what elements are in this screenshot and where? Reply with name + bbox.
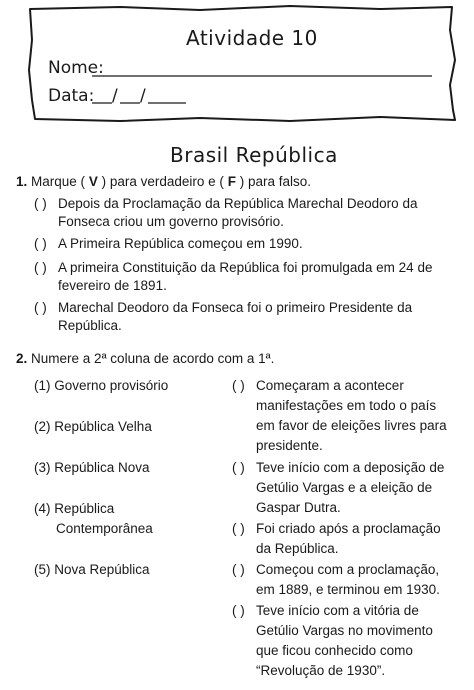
matching-option: (1) Governo provisório	[34, 378, 169, 393]
matching-description: Teve início com a deposição de	[256, 460, 445, 475]
question-1-number: 1.	[16, 174, 28, 189]
matching-option: Contemporânea	[56, 521, 153, 536]
date-label: Data:	[48, 86, 95, 106]
number-box[interactable]: ( )	[232, 378, 245, 393]
matching-option: (3) República Nova	[34, 460, 150, 475]
question-1-item-text: A Primeira República começou em 1990.	[58, 236, 303, 251]
question-2-text: Numere a 2ª coluna de acordo com a 1ª.	[31, 351, 275, 366]
question-1-text-before: Marque (	[31, 174, 86, 189]
matching-description: em 1889, e terminou em 1930.	[256, 582, 440, 597]
date-separator: /	[140, 86, 146, 106]
matching-description: que ficou conhecido como	[256, 643, 413, 658]
number-box[interactable]: ( )	[232, 562, 245, 577]
answer-box[interactable]: ( )	[34, 300, 47, 315]
question-1-text-after: ) para falso.	[239, 174, 311, 189]
matching-description: Começaram a acontecer	[256, 378, 404, 393]
matching-description: Getúlio Vargas no movimento	[256, 623, 433, 638]
matching-option: (4) República	[34, 501, 115, 516]
question-2-number: 2.	[16, 351, 28, 366]
matching-description: Foi criado após a proclamação	[256, 521, 441, 536]
question-1-item-text: fevereiro de 1891.	[58, 278, 167, 293]
matching-description: Getúlio Vargas e a eleição de	[256, 480, 433, 495]
true-mark: V	[88, 174, 98, 189]
page-subtitle: Brasil República	[170, 143, 338, 167]
number-box[interactable]: ( )	[232, 460, 245, 475]
answer-box[interactable]: ( )	[34, 196, 47, 211]
matching-option: (5) Nova República	[34, 562, 150, 577]
matching-description: em favor de eleições livres para	[256, 418, 447, 433]
question-1-item-text: Depois da Proclamação da República Marechal Deodoro da	[58, 196, 418, 211]
question-1-item-text: República.	[58, 318, 122, 333]
matching-description: manifestações em todo o país	[256, 398, 437, 413]
matching-description: da República.	[256, 541, 339, 556]
question-1-item-text: Marechal Deodoro da Fonseca foi o primeiro Presidente da	[58, 300, 413, 315]
question-1-text-middle: ) para verdadeiro e (	[101, 174, 224, 189]
answer-box[interactable]: ( )	[34, 236, 47, 251]
matching-description: “Revolução de 1930”.	[256, 663, 386, 678]
question-2-prompt	[16, 350, 274, 367]
question-1-item-text: A primeira Constituição da República foi promulgada em 24 de	[58, 260, 433, 275]
question-1-item-text: Fonseca criou um governo provisório.	[58, 214, 284, 229]
date-separator: /	[112, 86, 118, 106]
matching-description: Gaspar Dutra.	[256, 500, 341, 515]
matching-description: Teve início com a vitória de	[256, 603, 419, 618]
question-1-prompt	[16, 173, 311, 190]
number-box[interactable]: ( )	[232, 603, 245, 618]
name-label: Nome:	[48, 58, 104, 78]
activity-title: Atividade 10	[186, 26, 318, 50]
false-mark: F	[227, 174, 236, 189]
matching-description: presidente.	[256, 438, 323, 453]
answer-box[interactable]: ( )	[34, 260, 47, 275]
matching-option: (2) República Velha	[34, 419, 152, 434]
number-box[interactable]: ( )	[232, 521, 245, 536]
matching-description: Começou com a proclamação,	[256, 562, 440, 577]
